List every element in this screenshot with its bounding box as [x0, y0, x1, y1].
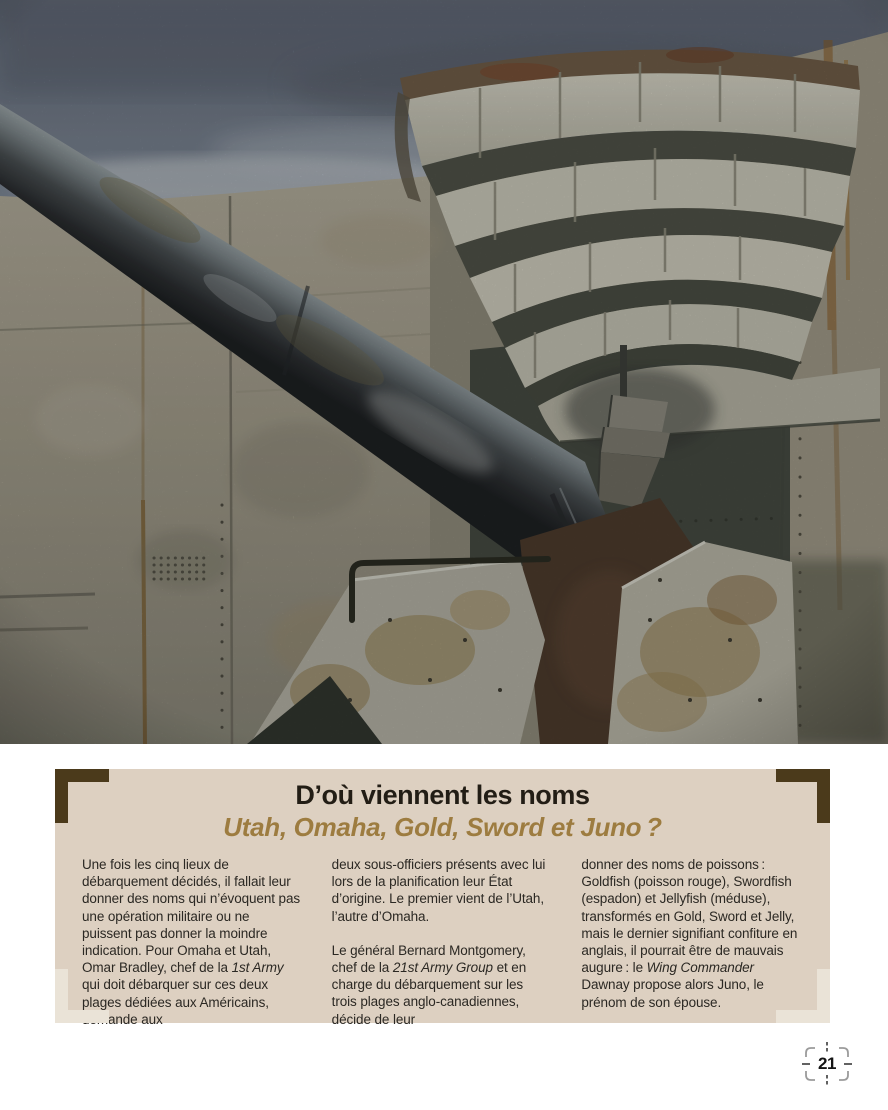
text-column-1 — [82, 856, 302, 1028]
page-number: 21 — [818, 1054, 836, 1073]
infobox-subtitle: Utah, Omaha, Gold, Sword et Juno ? — [223, 812, 662, 842]
infobox-title: D’où viennent les noms — [295, 780, 590, 810]
corner-step-bottom-left-icon — [55, 969, 109, 1023]
text-column-3 — [581, 856, 801, 1028]
text-column-2 — [332, 856, 552, 1028]
infobox-columns — [55, 842, 830, 1028]
corner-bracket-top-right-icon — [776, 769, 830, 823]
corner-step-bottom-right-icon — [776, 969, 830, 1023]
page-number-reticle — [801, 1042, 853, 1086]
corner-bracket-top-left-icon — [55, 769, 109, 823]
body-paragraph: Une fois les cinq lieux de débarquement décidés, il fallait leur donner des noms qui n’évoquent pas une opération militaire ou ne puissent pas donner la moindre indication. Pour Omaha et Utah, Omar Bradley, chef de la 1st Army qui doit débarquer sur ces deux plages dédiées aux Américains, demande aux — [82, 857, 301, 1027]
infobox — [55, 769, 830, 1027]
body-paragraph: deux sous-officiers présents avec lui lors de la planification leur État d’origine. Le premier vient de l’Utah, l’autre d’Omaha. — [331, 857, 546, 924]
body-paragraph: Le général Bernard Montgomery, chef de la 21st Army Group et en charge du débarquement sur les trois plages anglo-canadiennes, décide de leur — [331, 942, 527, 1027]
body-paragraph: donner des noms de poissons : Goldfish (poisson rouge), Swordfish (espadon) et Jellyfish (méduse), transformés en Gold, Sword et Jelly, mais le dernier signifiant confiture en anglais, il pourrait être de mauvais augure : le Wing Commander Dawnay propose alors Juno, le prénom de son épouse. — [581, 857, 798, 1010]
